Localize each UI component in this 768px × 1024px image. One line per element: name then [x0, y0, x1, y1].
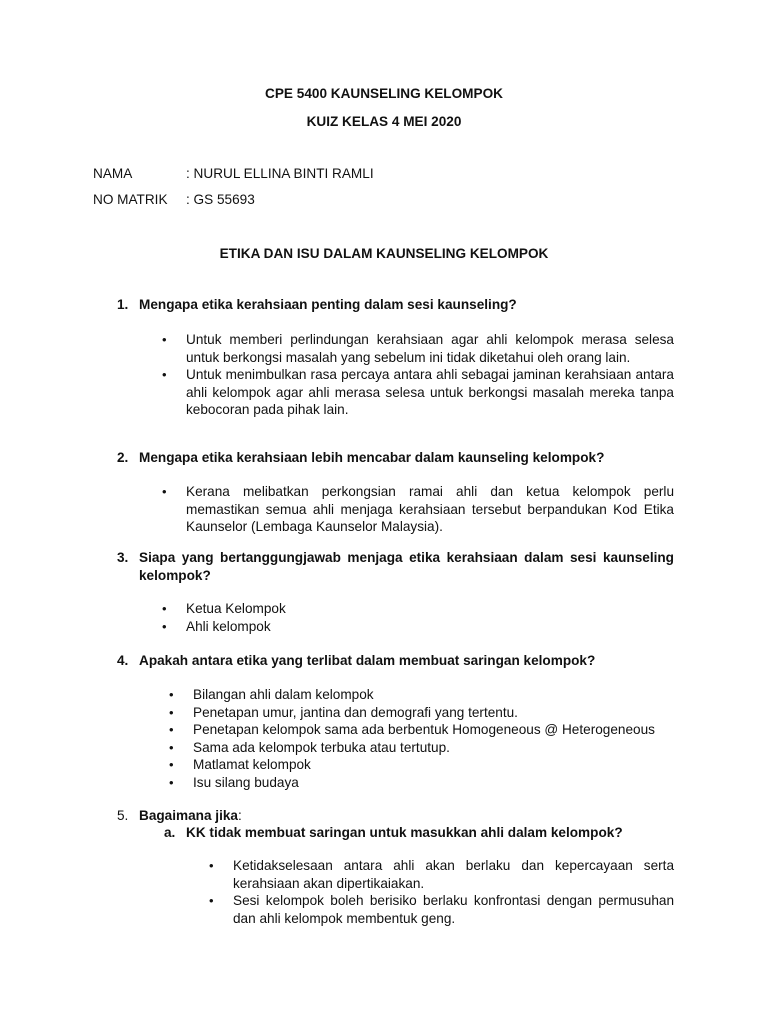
bullet-icon: •: [162, 367, 167, 382]
q3-number: 3.: [117, 550, 129, 565]
bullet-icon: •: [162, 618, 167, 634]
bullet-icon: •: [169, 757, 174, 772]
q2-number: 2.: [117, 450, 129, 465]
list-item: [169, 686, 683, 704]
name-value: : NURUL ELLINA BINTI RAMLI: [186, 166, 374, 181]
q5a-answer-1: Ketidakselesaan antara ahli akan berlaku dan kepercayaan serta kerahsiaan akan dipertikaiakan.: [233, 858, 674, 891]
matric-label: NO MATRIK: [93, 192, 168, 207]
q4-number: 4.: [117, 653, 129, 668]
list-item: [169, 721, 683, 739]
q4-answer-6: Isu silang budaya: [193, 774, 299, 790]
q5a-answer-2: Sesi kelompok boleh berisiko berlaku konfrontasi dengan permusuhan dan ahli kelompok membentuk geng.: [233, 893, 674, 926]
list-item: [162, 600, 674, 618]
list-item: [169, 756, 683, 774]
q5a-text: KK tidak membuat saringan untuk masukkan ahli dalam kelompok?: [186, 825, 623, 840]
bullet-icon: •: [169, 704, 174, 720]
q5a-answers: [209, 857, 674, 927]
q4-answer-2: Penetapan umur, jantina dan demografi yang tertentu.: [193, 704, 518, 720]
matric-value: : GS 55693: [186, 192, 255, 207]
bullet-icon: •: [209, 893, 214, 908]
q2-answer-1: Kerana melibatkan perkongsian ramai ahli dan ketua kelompok perlu memastikan semua ahli menjaga kerahsiaan tersebut berpandukan Kod Etika Kaunselor (Lembaga Kaunselor Malaysia).: [186, 484, 674, 534]
q5-colon: :: [237, 808, 242, 823]
q4-answers: [169, 686, 683, 791]
list-item: [162, 618, 674, 636]
q5-lead: [139, 808, 242, 823]
q5-lead-text: Bagaimana jika: [139, 808, 238, 823]
bullet-icon: •: [162, 484, 167, 499]
bullet-icon: •: [169, 722, 174, 737]
bullet-icon: •: [169, 739, 174, 755]
bullet-icon: •: [162, 601, 167, 616]
list-item: [169, 704, 683, 722]
list-item: [162, 366, 674, 419]
quiz-title: KUIZ KELAS 4 MEI 2020: [306, 114, 462, 129]
q3-text-line-1: Siapa yang bertanggungjawab menjaga etika kerahsiaan dalam sesi kaunseling: [139, 550, 674, 565]
list-item: [162, 483, 674, 536]
q3-answer-1: Ketua Kelompok: [186, 601, 286, 616]
q5a-number: a.: [164, 825, 176, 840]
q1-number: 1.: [117, 297, 129, 312]
list-item: [169, 774, 683, 792]
bullet-icon: •: [162, 332, 167, 347]
q4-answer-3: Penetapan kelompok sama ada berbentuk Homogeneous @ Heterogeneous: [193, 722, 655, 737]
list-item: [209, 857, 674, 892]
section-title: ETIKA DAN ISU DALAM KAUNSELING KELOMPOK: [219, 246, 549, 261]
q4-answer-4: Sama ada kelompok terbuka atau tertutup.: [193, 739, 450, 755]
q1-text: Mengapa etika kerahsiaan penting dalam sesi kaunseling?: [139, 297, 517, 312]
q4-text: Apakah antara etika yang terlibat dalam membuat saringan kelompok?: [139, 653, 596, 668]
bullet-icon: •: [169, 687, 174, 702]
q3-text-line-2: kelompok?: [139, 568, 211, 583]
bullet-icon: •: [209, 858, 214, 873]
q5-number: 5.: [117, 808, 129, 823]
q1-answer-1: Untuk memberi perlindungan kerahsiaan agar ahli kelompok merasa selesa untuk berkongsi masalah yang sebelum ini tidak diketahui oleh orang lain.: [186, 332, 674, 365]
q2-text: Mengapa etika kerahsiaan lebih mencabar dalam kaunseling kelompok?: [139, 450, 605, 465]
q4-answer-1: Bilangan ahli dalam kelompok: [193, 687, 374, 702]
name-label: NAMA: [93, 166, 133, 181]
q4-answer-5: Matlamat kelompok: [193, 757, 311, 772]
q1-answer-2: Untuk menimbulkan rasa percaya antara ahli sebagai jaminan kerahsiaan antara ahli kelompok agar ahli merasa selesa untuk berkongsi masalah mereka tanpa kebocoran pada pihak lain.: [186, 367, 674, 417]
list-item: [209, 892, 674, 927]
q2-answers: [162, 483, 674, 536]
list-item: [169, 739, 683, 757]
list-item: [162, 331, 674, 366]
q3-answers: [162, 600, 674, 635]
course-title: CPE 5400 KAUNSELING KELOMPOK: [265, 86, 503, 101]
q1-answers: [162, 331, 674, 419]
q3-answer-2: Ahli kelompok: [186, 618, 271, 634]
bullet-icon: •: [169, 774, 174, 790]
